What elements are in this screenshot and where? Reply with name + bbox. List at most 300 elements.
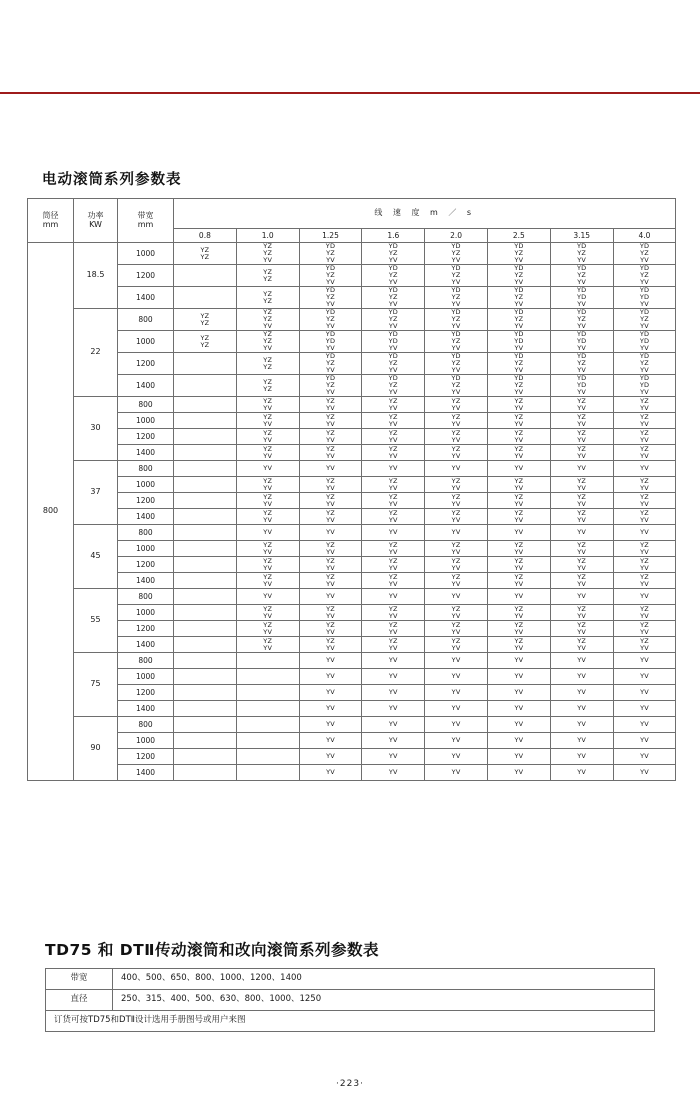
model-code: YV xyxy=(577,656,587,665)
model-code: YZ xyxy=(640,412,649,421)
model-code: YV xyxy=(640,451,649,460)
table-row xyxy=(28,413,676,429)
model-code: YZ xyxy=(388,492,398,501)
model-code: YV xyxy=(577,643,587,652)
table-row xyxy=(28,509,676,525)
model-code: YZ xyxy=(640,428,649,437)
cell-model xyxy=(613,717,676,733)
cell-belt-width: 1400 xyxy=(118,375,174,397)
model-code: YV xyxy=(451,277,461,286)
model-code: YZ xyxy=(263,274,273,283)
model-code: YZ xyxy=(640,636,649,645)
header-power-line2: KW xyxy=(89,219,102,229)
model-code: YV xyxy=(451,419,461,428)
model-code: YV xyxy=(514,688,524,697)
cell-model xyxy=(487,493,550,509)
cell-model xyxy=(613,287,676,309)
cell-model xyxy=(362,749,425,765)
cell-model xyxy=(299,557,362,573)
model-code: YV xyxy=(640,736,649,745)
model-code: YV xyxy=(388,752,398,761)
cell-model xyxy=(425,589,488,605)
model-code: YV xyxy=(514,483,524,492)
header-speed-2.0: 2.0 xyxy=(425,229,488,243)
model-code: YZ xyxy=(451,476,461,485)
model-code: YV xyxy=(577,704,587,713)
header-power-line1: 功率 xyxy=(87,211,104,221)
model-code: YD xyxy=(639,293,650,302)
model-code: YV xyxy=(451,563,461,572)
model-code: YD xyxy=(325,286,336,295)
cell-model xyxy=(487,287,550,309)
cell-model xyxy=(236,477,299,493)
model-code: YD xyxy=(514,352,524,361)
cell-belt-width: 1200 xyxy=(118,493,174,509)
model-code: YV xyxy=(514,343,524,352)
cell-model xyxy=(487,509,550,525)
model-code: YD xyxy=(388,242,398,251)
model-code: YV xyxy=(514,611,524,620)
cell-belt-width: 1000 xyxy=(118,733,174,749)
model-code: YZ xyxy=(263,337,273,346)
cell-model xyxy=(362,733,425,749)
cell-model xyxy=(613,413,676,429)
table-row xyxy=(28,669,676,685)
table-row xyxy=(28,477,676,493)
cell-model xyxy=(362,637,425,653)
cell-label: 直径 xyxy=(46,989,113,1010)
cell-belt-width: 1400 xyxy=(118,701,174,717)
model-code: YV xyxy=(263,255,273,264)
cell-model xyxy=(362,445,425,461)
model-code: YV xyxy=(577,752,587,761)
page-number: ·223· xyxy=(336,1079,364,1089)
cell-model xyxy=(425,309,488,331)
cell-model xyxy=(174,461,237,477)
model-code: YV xyxy=(514,255,524,264)
cell-model xyxy=(236,331,299,353)
model-code: YZ xyxy=(514,508,524,517)
cell-model xyxy=(299,637,362,653)
model-code: YZ xyxy=(451,412,461,421)
model-code: YD xyxy=(639,337,650,346)
model-code: YZ xyxy=(451,381,461,390)
cell-model xyxy=(236,669,299,685)
model-code: YZ xyxy=(263,308,273,317)
model-code: YV xyxy=(388,768,398,777)
cell-model xyxy=(236,685,299,701)
model-code: YZ xyxy=(640,508,649,517)
model-code: YV xyxy=(326,321,335,330)
cell-model xyxy=(425,669,488,685)
model-code: YZ xyxy=(263,428,273,437)
model-code: YZ xyxy=(326,620,335,629)
cell-belt-width: 1200 xyxy=(118,265,174,287)
model-code: YV xyxy=(577,688,587,697)
model-code: YV xyxy=(640,499,649,508)
table-row xyxy=(28,653,676,669)
cell-belt-width: 800 xyxy=(118,309,174,331)
model-code: YV xyxy=(640,672,649,681)
model-code: YV xyxy=(577,403,587,412)
cell-model xyxy=(174,637,237,653)
model-code: YV xyxy=(326,299,335,308)
model-code: YV xyxy=(640,688,649,697)
cell-model xyxy=(299,309,362,331)
cell-model xyxy=(613,375,676,397)
model-code: YD xyxy=(388,352,398,361)
model-code: YV xyxy=(263,611,273,620)
cell-values: 250、315、400、500、630、800、1000、1250 xyxy=(113,989,655,1010)
model-code: YD xyxy=(514,286,524,295)
model-code: YV xyxy=(388,515,398,524)
cell-model xyxy=(613,557,676,573)
model-code: YD xyxy=(639,381,650,390)
model-code: YV xyxy=(326,752,335,761)
cell-model xyxy=(487,413,550,429)
cell-model xyxy=(487,477,550,493)
model-code: YZ xyxy=(577,556,587,565)
table-row xyxy=(28,685,676,701)
cell-model xyxy=(362,573,425,589)
model-code: YV xyxy=(326,656,335,665)
model-code: YV xyxy=(326,672,335,681)
cell-model xyxy=(550,589,613,605)
table-row xyxy=(28,717,676,733)
model-code: YV xyxy=(640,704,649,713)
cell-model xyxy=(613,573,676,589)
model-code: YD xyxy=(576,337,587,346)
cell-model xyxy=(425,621,488,637)
model-code: YZ xyxy=(451,636,461,645)
cell-model xyxy=(174,733,237,749)
model-code: YD xyxy=(639,352,650,361)
cell-belt-width: 1000 xyxy=(118,477,174,493)
model-code: YV xyxy=(451,403,461,412)
model-code: YZ xyxy=(451,492,461,501)
cell-model xyxy=(174,331,237,353)
model-code: YD xyxy=(451,264,461,273)
model-code: YZ xyxy=(640,620,649,629)
model-code: YV xyxy=(263,451,273,460)
model-code: YD xyxy=(576,242,587,251)
model-code: YZ xyxy=(514,359,524,368)
cell-model xyxy=(487,429,550,445)
model-code: YZ xyxy=(326,476,335,485)
cell-model xyxy=(362,397,425,413)
cell-model xyxy=(487,397,550,413)
cell-model xyxy=(236,749,299,765)
cell-model xyxy=(487,375,550,397)
model-code: YD xyxy=(325,330,336,339)
table-row xyxy=(28,621,676,637)
model-code: YZ xyxy=(514,444,524,453)
model-code: YV xyxy=(514,435,524,444)
model-code: YV xyxy=(451,643,461,652)
model-code: YV xyxy=(263,435,273,444)
model-code: YZ xyxy=(451,315,461,324)
model-code: YV xyxy=(640,768,649,777)
model-code: YV xyxy=(640,464,649,473)
model-code: YZ xyxy=(263,444,273,453)
cell-model xyxy=(299,653,362,669)
cell-belt-width: 800 xyxy=(118,461,174,477)
cell-model xyxy=(550,637,613,653)
model-code: YV xyxy=(514,563,524,572)
model-code: YV xyxy=(640,643,649,652)
model-code: YZ xyxy=(263,572,273,581)
model-code: YV xyxy=(388,403,398,412)
model-code: YV xyxy=(263,563,273,572)
model-code: YV xyxy=(640,255,649,264)
cell-model xyxy=(174,669,237,685)
model-code: YD xyxy=(576,330,587,339)
model-code: YV xyxy=(388,688,398,697)
model-code: YV xyxy=(640,299,649,308)
model-code: YD xyxy=(639,374,650,383)
model-code: YZ xyxy=(388,428,398,437)
model-code: YZ xyxy=(263,384,273,393)
cell-model xyxy=(613,653,676,669)
model-code: YV xyxy=(514,736,524,745)
cell-model xyxy=(236,287,299,309)
model-code: YZ xyxy=(577,359,587,368)
cell-model xyxy=(425,493,488,509)
model-code: YD xyxy=(451,242,461,251)
cell-model xyxy=(236,589,299,605)
cell-model xyxy=(487,653,550,669)
table-row xyxy=(46,969,655,990)
table-row xyxy=(28,605,676,621)
model-code: YV xyxy=(640,752,649,761)
model-code: YZ xyxy=(263,412,273,421)
cell-model xyxy=(299,717,362,733)
cell-model xyxy=(550,309,613,331)
cell-power: 45 xyxy=(74,525,118,589)
table-row xyxy=(28,353,676,375)
model-code: YD xyxy=(576,308,587,317)
table-row xyxy=(28,309,676,331)
header-speed-2.5: 2.5 xyxy=(487,229,550,243)
model-code: YZ xyxy=(577,396,587,405)
cell-model xyxy=(299,685,362,701)
model-code: YZ xyxy=(640,492,649,501)
cell-model xyxy=(299,353,362,375)
cell-model xyxy=(613,445,676,461)
cell-model xyxy=(236,541,299,557)
cell-model xyxy=(425,287,488,309)
model-code: YZ xyxy=(263,540,273,549)
model-code: YV xyxy=(326,419,335,428)
model-code: YV xyxy=(514,627,524,636)
cell-model xyxy=(613,265,676,287)
cell-model xyxy=(362,765,425,781)
header-power xyxy=(74,199,118,243)
model-code: YZ xyxy=(514,620,524,629)
model-code: YZ xyxy=(263,508,273,517)
cell-model xyxy=(236,493,299,509)
cell-belt-width: 1200 xyxy=(118,685,174,701)
header-speed-3.15: 3.15 xyxy=(550,229,613,243)
cell-model xyxy=(425,525,488,541)
cell-model xyxy=(613,685,676,701)
model-code: YV xyxy=(640,483,649,492)
cell-model xyxy=(299,749,362,765)
model-code: YV xyxy=(326,563,335,572)
model-code: YD xyxy=(325,308,336,317)
cell-model xyxy=(236,525,299,541)
model-code: YZ xyxy=(514,572,524,581)
model-code: YV xyxy=(577,277,587,286)
model-code: YZ xyxy=(451,396,461,405)
model-code: YZ xyxy=(640,271,649,280)
header-speed-4.0: 4.0 xyxy=(613,229,676,243)
cell-model xyxy=(174,573,237,589)
model-code: YV xyxy=(451,720,461,729)
model-code: YZ xyxy=(263,636,273,645)
cell-model xyxy=(174,685,237,701)
model-code: YV xyxy=(326,387,335,396)
model-code: YV xyxy=(577,563,587,572)
model-code: YV xyxy=(388,547,398,556)
model-code: YD xyxy=(388,308,398,317)
cell-model xyxy=(362,653,425,669)
model-code: YZ xyxy=(451,271,461,280)
model-code: YZ xyxy=(577,315,587,324)
cell-model xyxy=(425,243,488,265)
model-code: YZ xyxy=(577,412,587,421)
model-code: YD xyxy=(388,374,398,383)
model-code: YZ xyxy=(514,492,524,501)
cell-belt-width: 800 xyxy=(118,397,174,413)
cell-model xyxy=(550,573,613,589)
cell-model xyxy=(425,375,488,397)
header-speed-1.6: 1.6 xyxy=(362,229,425,243)
cell-model xyxy=(362,669,425,685)
model-code: YV xyxy=(388,704,398,713)
model-code: YZ xyxy=(263,249,273,258)
cell-model xyxy=(236,309,299,331)
model-code: YZ xyxy=(388,412,398,421)
cell-model xyxy=(550,353,613,375)
model-code: YV xyxy=(326,464,335,473)
model-code: YV xyxy=(451,656,461,665)
cell-model xyxy=(236,265,299,287)
model-code: YZ xyxy=(326,444,335,453)
cell-model xyxy=(299,541,362,557)
cell-model xyxy=(299,701,362,717)
model-code: YV xyxy=(388,579,398,588)
header-speed-group: 线 速 度 m ／ s xyxy=(174,199,676,229)
model-code: YZ xyxy=(326,540,335,549)
model-code: YV xyxy=(326,451,335,460)
header-rule xyxy=(0,92,700,94)
cell-model xyxy=(362,509,425,525)
model-code: YV xyxy=(514,387,524,396)
cell-model xyxy=(425,445,488,461)
model-code: YZ xyxy=(326,381,335,390)
model-code: YZ xyxy=(640,249,649,258)
cell-model xyxy=(613,621,676,637)
cell-belt-width: 800 xyxy=(118,717,174,733)
cell-model xyxy=(362,621,425,637)
model-code: YZ xyxy=(388,604,398,613)
model-code: YV xyxy=(577,736,587,745)
cell-power: 37 xyxy=(74,461,118,525)
model-code: YD xyxy=(576,293,587,302)
model-code: YZ xyxy=(263,476,273,485)
model-code: YZ xyxy=(326,428,335,437)
model-code: YZ xyxy=(388,444,398,453)
cell-model xyxy=(362,493,425,509)
model-code: YZ xyxy=(326,572,335,581)
model-code: YV xyxy=(263,343,273,352)
cell-model xyxy=(425,733,488,749)
cell-model xyxy=(550,397,613,413)
cell-model xyxy=(487,331,550,353)
cell-model xyxy=(425,265,488,287)
model-code: YV xyxy=(326,365,335,374)
cell-model xyxy=(236,375,299,397)
cell-model xyxy=(174,265,237,287)
table-row xyxy=(28,557,676,573)
model-code: YZ xyxy=(388,381,398,390)
cell-model xyxy=(425,749,488,765)
cell-model xyxy=(362,375,425,397)
cell-model xyxy=(613,353,676,375)
cell-model xyxy=(425,637,488,653)
model-code: YV xyxy=(514,499,524,508)
model-code: YD xyxy=(514,337,524,346)
cell-model xyxy=(236,701,299,717)
cell-model xyxy=(236,733,299,749)
model-code: YZ xyxy=(263,296,273,305)
model-code: YD xyxy=(388,264,398,273)
model-code: YV xyxy=(451,579,461,588)
model-code: YV xyxy=(640,547,649,556)
cell-power: 30 xyxy=(74,397,118,461)
model-code: YV xyxy=(388,656,398,665)
table-row xyxy=(28,375,676,397)
cell-model xyxy=(487,749,550,765)
model-code: YZ xyxy=(514,540,524,549)
cell-model xyxy=(550,717,613,733)
cell-model xyxy=(425,717,488,733)
cell-model xyxy=(299,605,362,621)
cell-model xyxy=(487,541,550,557)
cell-model xyxy=(174,541,237,557)
cell-model xyxy=(174,749,237,765)
cell-model xyxy=(613,589,676,605)
cell-model xyxy=(550,749,613,765)
cell-belt-width: 800 xyxy=(118,589,174,605)
model-code: YV xyxy=(514,704,524,713)
cell-model xyxy=(425,353,488,375)
cell-model xyxy=(425,397,488,413)
table-row xyxy=(28,733,676,749)
model-code: YV xyxy=(263,419,273,428)
model-code: YZ xyxy=(388,396,398,405)
cell-model xyxy=(487,461,550,477)
model-code: YZ xyxy=(577,492,587,501)
cell-belt-width: 1000 xyxy=(118,669,174,685)
model-code: YV xyxy=(577,579,587,588)
cell-belt-width: 1400 xyxy=(118,287,174,309)
cell-model xyxy=(613,493,676,509)
model-code: YZ xyxy=(388,271,398,280)
model-code: YV xyxy=(451,255,461,264)
model-code: YZ xyxy=(326,249,335,258)
